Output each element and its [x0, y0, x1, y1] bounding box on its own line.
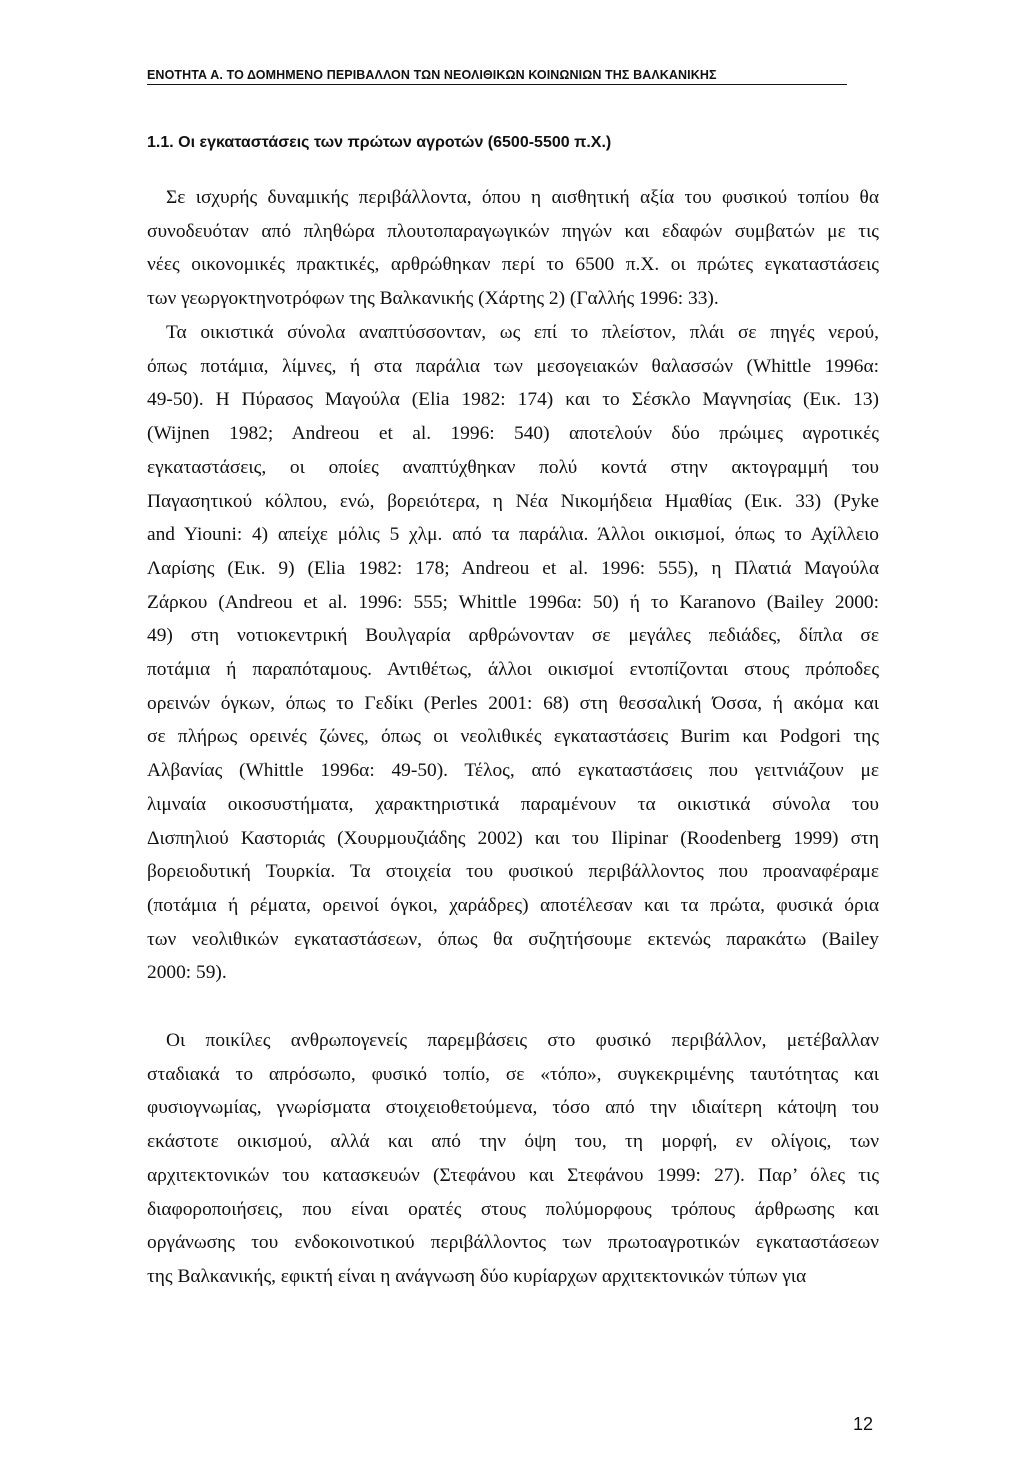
- text-line: της Βαλκανικής, εφικτή είναι η ανάγνωση δύο κυρίαρχων αρχιτεκτονικών τύπων για: [147, 1265, 807, 1287]
- text-line: συνοδευόταν από πληθώρα πλουτοπαραγωγικών πηγών και εδαφών συμβατών με τις: [147, 220, 879, 242]
- text-line: νέες οικονομικές πρακτικές, αρθρώθηκαν περί το 6500 π.Χ. οι πρώτες εγκαταστάσεις: [147, 254, 879, 276]
- text-line: (Wijnen 1982; Andreou et al. 1996: 540) αποτελούν δύο πρώιμες αγροτικές: [147, 423, 879, 445]
- text-line: ποτάμια ή παραπόταμους. Αντιθέτως, άλλοι οικισμοί εντοπίζονται στους πρόποδες: [147, 659, 879, 681]
- text-line: εγκαταστάσεις, οι οποίες αναπτύχθηκαν πολύ κοντά στην ακτογραμμή του: [147, 456, 879, 478]
- paragraph-3: [147, 1024, 879, 1294]
- text-line: Ζάρκου (Andreou et al. 1996: 555; Whittle 1996α: 50) ή το Karanovo (Bailey 2000:: [147, 591, 879, 613]
- text-line: των γεωργοκτηνοτρόφων της Βαλκανικής (Χάρτης 2) (Γαλλής 1996: 33).: [147, 288, 719, 310]
- text-line: Οι ποικίλες ανθρωπογενείς παρεμβάσεις στο φυσικό περιβάλλον, μετέβαλλαν: [166, 1030, 879, 1051]
- text-line: 49) στη νοτιοκεντρική Βουλγαρία αρθρώνονταν σε μεγάλες πεδιάδες, δίπλα σε: [147, 625, 879, 647]
- text-line: σταδιακά το απρόσωπο, φυσικό τοπίο, σε «τόπο», συγκεκριμένης ταυτότητας και: [147, 1063, 879, 1085]
- text-line: Αλβανίας (Whittle 1996α: 49-50). Τέλος, από εγκαταστάσεις που γειτνιάζουν με: [147, 760, 879, 782]
- page-number: 12: [853, 1414, 874, 1434]
- text-line: διαφοροποιήσεις, που είναι ορατές στους πολύμορφους τρόπους άρθρωσης και: [147, 1198, 879, 1220]
- text-line: φυσιογνωμίας, γνωρίσματα στοιχειοθετούμενα, τόσο από την ιδιαίτερη κάτοψη του: [147, 1097, 879, 1119]
- text-line: Λαρίσης (Εικ. 9) (Elia 1982: 178; Andreou et al. 1996: 555), η Πλατιά Μαγούλα: [147, 557, 879, 579]
- section-heading: 1.1. Οι εγκαταστάσεις των πρώτων αγροτών (6500-5500 π.Χ.): [147, 134, 612, 151]
- text-line: and Yiouni: 4) απείχε μόλις 5 χλμ. από τα παράλια. Άλλοι οικισμοί, όπως το Αχίλλειο: [147, 524, 879, 546]
- text-line: 2000: 59).: [147, 962, 227, 984]
- text-line: Τα οικιστικά σύνολα αναπτύσσονταν, ως επί το πλείστον, πλάι σε πηγές νερού,: [166, 322, 879, 343]
- text-line: (ποτάμια ή ρέματα, ορεινοί όγκοι, χαράδρες) αποτέλεσαν και τα πρώτα, φυσικά όρια: [147, 894, 879, 916]
- text-line: 49-50). Η Πύρασος Μαγούλα (Elia 1982: 174) και το Σέσκλο Μαγνησίας (Εικ. 13): [147, 389, 879, 411]
- paragraph-1: [147, 181, 879, 316]
- text-line: των νεολιθικών εγκαταστάσεων, όπως θα συζητήσουμε εκτενώς παρακάτω (Bailey: [147, 928, 879, 950]
- text-line: Δισπηλιού Καστοριάς (Χουρμουζιάδης 2002) και του Ilipinar (Roodenberg 1999) στη: [147, 827, 879, 849]
- text-line: λιμναία οικοσυστήματα, χαρακτηριστικά παραμένουν τα οικιστικά σύνολα του: [147, 793, 879, 815]
- running-header: ΕΝΟΤΗΤΑ Α. ΤΟ ΔΟΜΗΜΕΝΟ ΠΕΡΙΒΑΛΛΟΝ ΤΩΝ ΝΕΟΛΙΘΙΚΩΝ ΚΟΙΝΩΝΙΩΝ ΤΗΣ ΒΑΛΚΑΝΙΚΗΣ: [147, 67, 847, 85]
- paragraph-2: [147, 316, 879, 990]
- text-line: Σε ισχυρής δυναμικής περιβάλλοντα, όπου η αισθητική αξία του φυσικού τοπίου θα: [166, 187, 879, 208]
- text-line: σε πλήρως ορεινές ζώνες, όπως οι νεολιθικές εγκαταστάσεις Burim και Podgori της: [147, 726, 879, 748]
- text-line: όπως ποτάμια, λίμνες, ή στα παράλια των μεσογειακών θαλασσών (Whittle 1996α:: [147, 355, 879, 377]
- text-line: ορεινών όγκων, όπως το Γεδίκι (Perles 2001: 68) στη θεσσαλική Όσσα, ή ακόμα και: [147, 692, 879, 714]
- text-line: εκάστοτε οικισμού, αλλά και από την όψη του, τη μορφή, εν ολίγοις, των: [147, 1131, 879, 1153]
- text-line: βορειοδυτική Τουρκία. Τα στοιχεία του φυσικού περιβάλλοντος που προαναφέραμε: [147, 861, 879, 883]
- text-line: Παγασητικού κόλπου, ενώ, βορειότερα, η Νέα Νικομήδεια Ημαθίας (Εικ. 33) (Pyke: [147, 490, 879, 512]
- text-line: οργάνωσης του ενδοκοινοτικού περιβάλλοντος των πρωτοαγροτικών εγκαταστάσεων: [147, 1232, 879, 1254]
- text-line: αρχιτεκτονικών του κατασκευών (Στεφάνου και Στεφάνου 1999: 27). Παρ’ όλες τις: [147, 1164, 879, 1186]
